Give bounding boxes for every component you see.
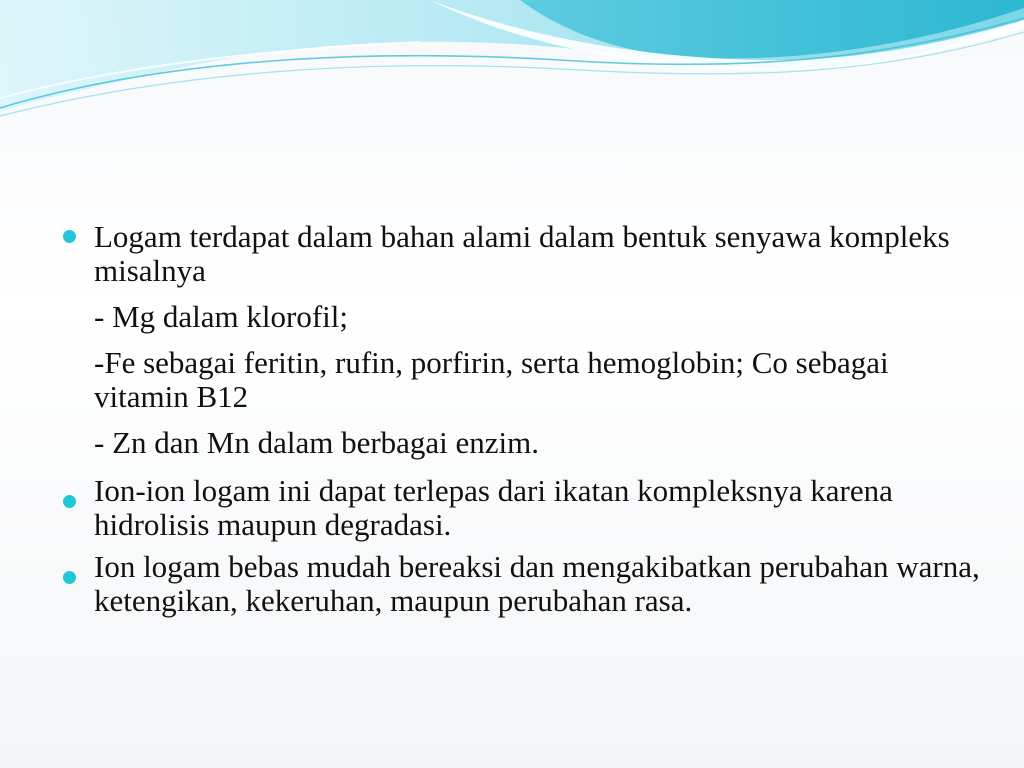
sub-item-zn-mn: - Zn dan Mn dalam berbagai enzim. (94, 425, 540, 460)
bullet-text: Ion-ion logam ini dapat terlepas dari ikatan kompleksnya karena hidrolisis maupun degradasi. (94, 473, 893, 542)
bullet-item-2 (62, 474, 982, 542)
bullet-list (62, 220, 982, 618)
bullet-dot-icon (63, 571, 76, 584)
bullet-text: Logam terdapat dalam bahan alami dalam bentuk senyawa kompleks misalnya (94, 219, 950, 288)
bullet-item-3 (62, 550, 982, 618)
bullet-dot-icon (63, 495, 76, 508)
decorative-wave-header (0, 0, 1024, 130)
bullet-text: Ion logam bebas mudah bereaksi dan mengakibatkan perubahan warna, ketengikan, kekeruhan, maupun perubahan rasa. (94, 549, 980, 618)
bullet-item-1 (62, 220, 982, 288)
bullet-dot-icon (63, 230, 76, 243)
sub-item-fe-co: -Fe sebagai feritin, rufin, porfirin, serta hemoglobin; Co sebagai vitamin B12 (94, 345, 889, 414)
sub-item-mg: - Mg dalam klorofil; (94, 299, 348, 334)
